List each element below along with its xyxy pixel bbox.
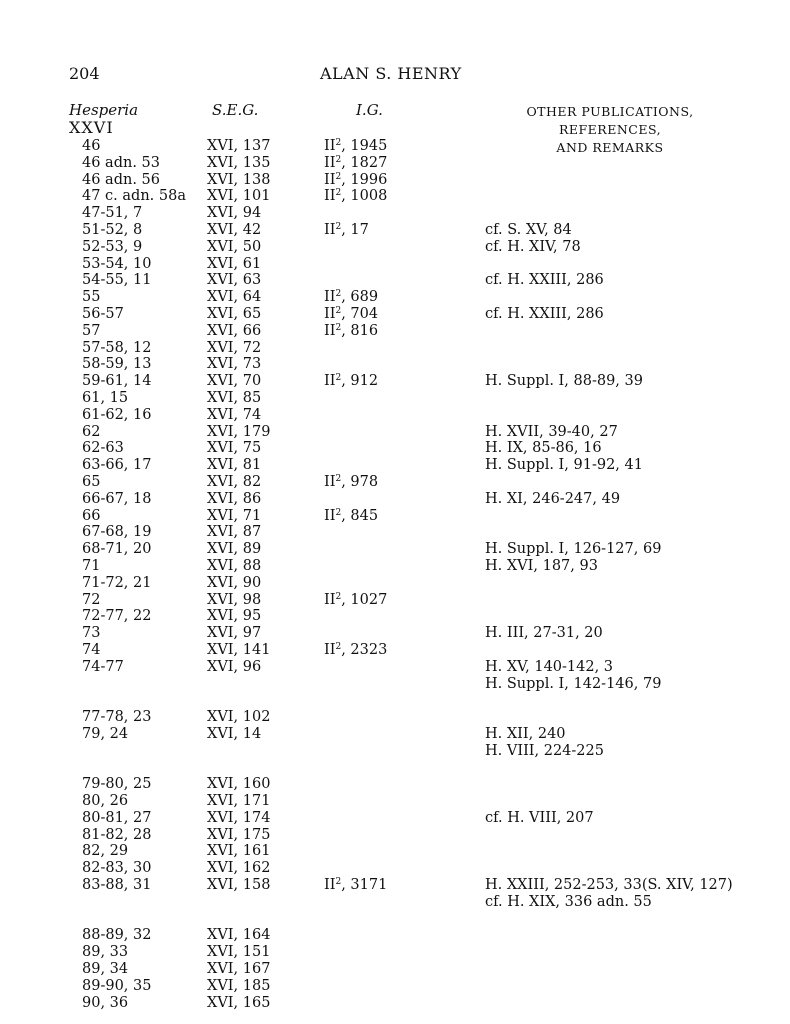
other-reference-cell: cf. H. XIV, 78 <box>485 238 581 255</box>
seg-cell: XVI, 135 <box>207 154 271 171</box>
hesperia-cell: 46 adn. 56 <box>82 171 160 188</box>
table-row <box>0 776 790 793</box>
hesperia-cell: 57 <box>82 322 101 339</box>
table-row <box>0 222 790 239</box>
ig-superscript: 2 <box>335 877 342 888</box>
hesperia-cell: 80-81, 27 <box>82 809 152 826</box>
table-row <box>0 894 790 911</box>
hesperia-cell: 71-72, 21 <box>82 574 152 591</box>
seg-cell: XVI, 164 <box>207 927 271 944</box>
seg-cell: XVI, 61 <box>207 255 262 272</box>
table-row <box>0 827 790 844</box>
ig-cell <box>324 188 387 205</box>
hesperia-cell: 51-52, 8 <box>82 221 143 238</box>
hesperia-cell: 47-51, 7 <box>82 205 143 222</box>
seg-cell: XVI, 161 <box>207 843 271 860</box>
table-row <box>0 726 790 743</box>
ig-number: , 1827 <box>341 154 388 171</box>
page-number: 204 <box>69 64 100 83</box>
hesperia-cell: 74-77 <box>82 658 124 675</box>
ig-base: II <box>324 289 336 306</box>
ig-number: , 1945 <box>341 138 388 154</box>
hesperia-cell: 56-57 <box>82 305 124 322</box>
hesperia-cell: 80, 26 <box>82 793 129 810</box>
hesperia-cell: 90, 36 <box>82 994 129 1011</box>
other-reference-cell: H. XI, 246-247, 49 <box>485 490 621 507</box>
seg-cell: XVI, 81 <box>207 457 262 474</box>
column-header-hesperia: Hesperia <box>69 101 139 119</box>
seg-cell: XVI, 72 <box>207 339 262 356</box>
ig-superscript: 2 <box>335 188 342 199</box>
table-row <box>0 608 790 625</box>
ig-base: II <box>324 507 336 524</box>
hesperia-cell: 89-90, 35 <box>82 977 152 994</box>
table-row <box>0 440 790 457</box>
column-header-ig: I.G. <box>356 101 383 119</box>
seg-cell: XVI, 171 <box>207 793 271 810</box>
table-row <box>0 155 790 172</box>
ig-number: , 1996 <box>341 171 388 188</box>
table-row <box>0 978 790 995</box>
seg-cell: XVI, 101 <box>207 188 271 205</box>
column-header-other-line2: AND REMARKS <box>556 140 664 155</box>
table-row <box>0 743 790 760</box>
ig-superscript: 2 <box>335 305 342 316</box>
ig-base: II <box>324 877 336 894</box>
ig-superscript: 2 <box>335 641 342 652</box>
seg-cell: XVI, 98 <box>207 591 262 608</box>
column-header-other-line1: OTHER PUBLICATIONS, REFERENCES, <box>526 104 694 137</box>
other-reference-cell: H. VIII, 224-225 <box>485 742 604 759</box>
table-row <box>0 927 790 944</box>
hesperia-cell: 55 <box>82 289 101 306</box>
hesperia-cell: 58-59, 13 <box>82 356 152 373</box>
other-reference-cell: H. Suppl. I, 91-92, 41 <box>485 457 643 474</box>
seg-cell: XVI, 50 <box>207 238 262 255</box>
ig-cell <box>324 877 387 894</box>
table-row <box>0 205 790 222</box>
ig-cell <box>324 508 378 525</box>
other-reference-cell: H. XVI, 187, 93 <box>485 557 598 574</box>
hesperia-cell: 67-68, 19 <box>82 524 152 541</box>
table-row <box>0 323 790 340</box>
ig-number: , 912 <box>341 373 379 390</box>
table-row <box>0 709 790 726</box>
hesperia-cell: 88-89, 32 <box>82 927 152 944</box>
hesperia-cell: 52-53, 9 <box>82 238 143 255</box>
seg-cell: XVI, 137 <box>207 138 271 154</box>
ig-cell <box>324 155 387 172</box>
table-row <box>0 625 790 642</box>
seg-cell: XVI, 85 <box>207 389 262 406</box>
ig-cell <box>324 289 378 306</box>
ig-base: II <box>324 322 336 339</box>
seg-cell: XVI, 141 <box>207 641 271 658</box>
ig-number: , 1008 <box>341 188 388 205</box>
ig-number: , 845 <box>341 507 379 524</box>
seg-cell: XVI, 151 <box>207 944 271 961</box>
hesperia-cell: 74 <box>82 641 101 658</box>
table-row <box>0 961 790 978</box>
concordance-table <box>0 138 790 1011</box>
hesperia-cell: 89, 33 <box>82 944 129 961</box>
ig-superscript: 2 <box>335 171 342 182</box>
ig-number: , 978 <box>341 473 379 490</box>
ig-base: II <box>324 305 336 322</box>
table-row <box>0 390 790 407</box>
other-reference-cell: H. XV, 140-142, 3 <box>485 658 614 675</box>
hesperia-cell: 89, 34 <box>82 961 129 978</box>
other-reference-cell: cf. H. XIX, 336 adn. 55 <box>485 893 652 910</box>
table-row <box>0 188 790 205</box>
hesperia-cell: 46 adn. 53 <box>82 154 160 171</box>
hesperia-cell: 65 <box>82 473 101 490</box>
other-reference-cell: H. XII, 240 <box>485 725 566 742</box>
table-row <box>0 592 790 609</box>
seg-cell: XVI, 158 <box>207 877 271 894</box>
ig-superscript: 2 <box>335 591 342 602</box>
running-title: ALAN S. HENRY <box>320 64 462 83</box>
ig-base: II <box>324 641 336 658</box>
ig-base: II <box>324 154 336 171</box>
hesperia-cell: 72 <box>82 591 101 608</box>
table-row <box>0 793 790 810</box>
ig-superscript: 2 <box>335 138 342 148</box>
ig-superscript: 2 <box>335 322 342 333</box>
hesperia-cell: 61-62, 16 <box>82 406 152 423</box>
hesperia-cell: 66 <box>82 507 101 524</box>
table-row <box>0 407 790 424</box>
ig-cell <box>324 172 387 189</box>
ig-superscript: 2 <box>335 473 342 484</box>
table-row <box>0 272 790 289</box>
seg-cell: XVI, 174 <box>207 809 271 826</box>
table-row <box>0 659 790 676</box>
table-row <box>0 172 790 189</box>
other-reference-cell: cf. H. XXIII, 286 <box>485 272 604 289</box>
table-row <box>0 944 790 961</box>
table-row <box>0 508 790 525</box>
table-row <box>0 877 790 894</box>
seg-cell: XVI, 167 <box>207 961 271 978</box>
seg-cell: XVI, 185 <box>207 977 271 994</box>
ig-superscript: 2 <box>335 373 342 384</box>
hesperia-cell: 61, 15 <box>82 389 129 406</box>
hesperia-cell: 71 <box>82 557 101 574</box>
hesperia-cell: 53-54, 10 <box>82 255 152 272</box>
hesperia-cell: 46 <box>82 138 101 154</box>
ig-base: II <box>324 591 336 608</box>
table-row <box>0 256 790 273</box>
table-row <box>0 289 790 306</box>
seg-cell: XVI, 70 <box>207 373 262 390</box>
ig-cell <box>324 323 378 340</box>
hesperia-cell: 66-67, 18 <box>82 490 152 507</box>
hesperia-cell: 54-55, 11 <box>82 272 152 289</box>
table-row <box>0 575 790 592</box>
table-row <box>0 843 790 860</box>
seg-cell: XVI, 94 <box>207 205 262 222</box>
table-row <box>0 860 790 877</box>
ig-cell <box>324 306 378 323</box>
hesperia-cell: 83-88, 31 <box>82 877 152 894</box>
column-header-seg: S.E.G. <box>212 101 259 119</box>
hesperia-cell: 77-78, 23 <box>82 709 152 726</box>
table-row <box>0 457 790 474</box>
other-reference-cell: cf. S. XV, 84 <box>485 221 572 238</box>
ig-number: , 1027 <box>341 591 388 608</box>
hesperia-cell: 68-71, 20 <box>82 541 152 558</box>
other-reference-cell: cf. H. VIII, 207 <box>485 809 594 826</box>
seg-cell: XVI, 175 <box>207 826 271 843</box>
seg-cell: XVI, 42 <box>207 221 262 238</box>
ig-number: , 816 <box>341 322 379 339</box>
seg-cell: XVI, 162 <box>207 860 271 877</box>
table-row <box>0 491 790 508</box>
seg-cell: XVI, 89 <box>207 541 262 558</box>
seg-cell: XVI, 86 <box>207 490 262 507</box>
seg-cell: XVI, 66 <box>207 322 262 339</box>
hesperia-cell: 82-83, 30 <box>82 860 152 877</box>
ig-number: , 17 <box>341 221 369 238</box>
ig-superscript: 2 <box>335 154 342 165</box>
volume-heading: XXVI <box>69 118 114 137</box>
table-row <box>0 676 790 693</box>
hesperia-cell: 47 c. adn. 58a <box>82 188 186 205</box>
seg-cell: XVI, 82 <box>207 473 262 490</box>
hesperia-cell: 62-63 <box>82 440 124 457</box>
ig-base: II <box>324 221 336 238</box>
hesperia-cell: 79-80, 25 <box>82 776 152 793</box>
seg-cell: XVI, 90 <box>207 574 262 591</box>
other-reference-cell: H. Suppl. I, 88-89, 39 <box>485 373 643 390</box>
other-reference-cell: H. III, 27-31, 20 <box>485 625 603 642</box>
table-row <box>0 306 790 323</box>
seg-cell: XVI, 102 <box>207 709 271 726</box>
ig-base: II <box>324 171 336 188</box>
ig-number: , 2323 <box>341 641 388 658</box>
ig-cell <box>324 474 378 491</box>
ig-number: , 704 <box>341 305 379 322</box>
table-row <box>0 524 790 541</box>
table-row <box>0 356 790 373</box>
ig-superscript: 2 <box>335 507 342 518</box>
ig-superscript: 2 <box>335 289 342 300</box>
hesperia-cell: 82, 29 <box>82 843 129 860</box>
hesperia-cell: 62 <box>82 423 101 440</box>
table-row <box>0 340 790 357</box>
seg-cell: XVI, 87 <box>207 524 262 541</box>
other-reference-cell: H. Suppl. I, 142-146, 79 <box>485 675 662 692</box>
table-row <box>0 541 790 558</box>
hesperia-cell: 72-77, 22 <box>82 608 152 625</box>
seg-cell: XVI, 165 <box>207 994 271 1011</box>
table-row <box>0 642 790 659</box>
ig-base: II <box>324 373 336 390</box>
ig-base: II <box>324 473 336 490</box>
seg-cell: XVI, 64 <box>207 289 262 306</box>
ig-cell <box>324 642 387 659</box>
table-row <box>0 373 790 390</box>
ig-base: II <box>324 138 336 154</box>
other-reference-cell: H. XXIII, 252-253, 33(S. XIV, 127) <box>485 877 733 894</box>
seg-cell: XVI, 96 <box>207 658 262 675</box>
table-row <box>0 424 790 441</box>
ig-cell <box>324 222 369 239</box>
hesperia-cell: 81-82, 28 <box>82 826 152 843</box>
seg-cell: XVI, 179 <box>207 423 271 440</box>
ig-number: , 689 <box>341 289 379 306</box>
ig-cell <box>324 138 387 155</box>
hesperia-cell: 59-61, 14 <box>82 373 152 390</box>
table-row <box>0 558 790 575</box>
hesperia-cell: 63-66, 17 <box>82 457 152 474</box>
ig-cell <box>324 592 387 609</box>
other-reference-cell: H. Suppl. I, 126-127, 69 <box>485 541 662 558</box>
other-reference-cell: cf. H. XXIII, 286 <box>485 305 604 322</box>
hesperia-cell: 79, 24 <box>82 725 129 742</box>
seg-cell: XVI, 97 <box>207 625 262 642</box>
other-reference-cell: H. IX, 85-86, 16 <box>485 440 602 457</box>
seg-cell: XVI, 71 <box>207 507 262 524</box>
seg-cell: XVI, 88 <box>207 557 262 574</box>
table-row <box>0 995 790 1012</box>
table-row <box>0 474 790 491</box>
hesperia-cell: 57-58, 12 <box>82 339 152 356</box>
other-reference-cell: H. XVII, 39-40, 27 <box>485 423 618 440</box>
table-row <box>0 239 790 256</box>
seg-cell: XVI, 65 <box>207 305 262 322</box>
seg-cell: XVI, 138 <box>207 171 271 188</box>
ig-cell <box>324 373 378 390</box>
table-row <box>0 810 790 827</box>
seg-cell: XVI, 63 <box>207 272 262 289</box>
seg-cell: XVI, 75 <box>207 440 262 457</box>
ig-number: , 3171 <box>341 877 388 894</box>
hesperia-cell: 73 <box>82 625 101 642</box>
seg-cell: XVI, 95 <box>207 608 262 625</box>
ig-base: II <box>324 188 336 205</box>
seg-cell: XVI, 73 <box>207 356 262 373</box>
ig-superscript: 2 <box>335 221 342 232</box>
seg-cell: XVI, 74 <box>207 406 262 423</box>
seg-cell: XVI, 160 <box>207 776 271 793</box>
table-row <box>0 138 790 155</box>
seg-cell: XVI, 14 <box>207 725 262 742</box>
